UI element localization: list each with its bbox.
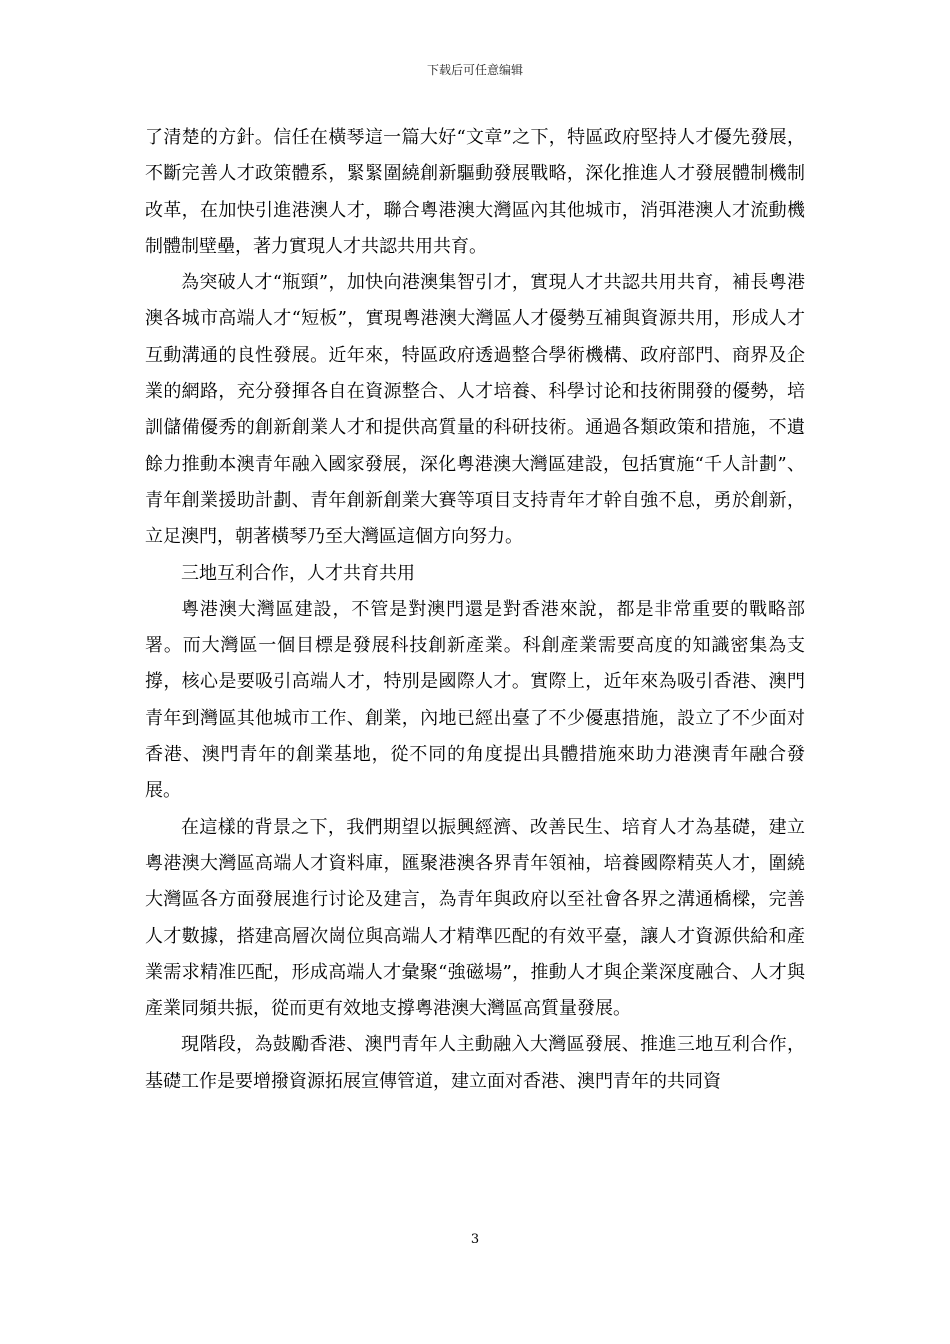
page-header: 下载后可任意编辑 <box>426 63 523 77</box>
paragraph-continued: 了清楚的方針。信任在橫琴這一篇大好“文章”之下，特區政府堅持人才優先發展，不斷完善人才政策體系，緊緊圍繞創新驅動發展戰略，深化推進人才發展體制機制改革，在加快引進港澳人才，聯合粵港澳大灣區內其他城市，消弭港澳人才流動機制體制壁壘，著力實現人才共認共用共育。 <box>145 127 805 257</box>
paragraph: 現階段，為鼓勵香港、澳門青年人主動融入大灣區發展、推進三地互利合作，基礎工作是要增撥資源拓展宣傳管道，建立面对香港、澳門青年的共同資 <box>145 1034 805 1092</box>
paragraph: 粵港澳大灣區建設，不管是對澳門還是對香港來說，都是非常重要的戰略部署。而大灣區一個目標是發展科技創新產業。科創產業需要高度的知識密集為支撐，核心是要吸引高端人才，特別是國際人才。實際上，近年來為吸引香港、澳門青年到灣區其他城市工作、創業，內地已經出臺了不少優惠措施，設立了不少面对香港、澳門青年的創業基地，從不同的角度提出具體措施來助力港澳青年融合發展。 <box>145 598 805 802</box>
paragraph: 在這樣的背景之下，我們期望以振興經濟、改善民生、培育人才為基礎，建立粵港澳大灣區高端人才資料庫，匯聚港澳各界青年領袖，培養國際精英人才，圍繞大灣區各方面發展進行讨论及建言，為青年與政府以至社會各界之溝通橋樑，完善人才數據，搭建高層次崗位與高端人才精準匹配的有效平臺，讓人才資源供給和產業需求精准匹配，形成高端人才彙聚“強磁場”，推動人才與企業深度融合、人才與產業同頻共振，從而更有效地支撐粵港澳大灣區高質量發展。 <box>145 816 805 1020</box>
document-body <box>145 120 805 1100</box>
section-heading: 三地互利合作，人才共育共用 <box>181 562 415 584</box>
paragraph: 為突破人才“瓶頸”，加快向港澳集智引才，實現人才共認共用共育，補長粵港澳各城市高端人才“短板”，實現粵港澳大灣區人才優勢互補與資源共用，形成人才互動溝通的良性發展。近年來，特區政府透過整合學術機構、政府部門、商界及企業的網路，充分發揮各自在資源整合、人才培養、科學讨论和技術開發的優勢，培訓儲備優秀的創新創業人才和提供高質量的科研技術。通過各類政策和措施，不遺餘力推動本澳青年融入國家發展，深化粵港澳大灣區建設，包括實施“千人計劃”、青年創業援助計劃、青年創新創業大賽等項目支持青年才幹自強不息，勇於創新，立足澳門，朝著橫琴乃至大灣區這個方向努力。 <box>145 272 805 548</box>
page-number: 3 <box>470 1232 480 1247</box>
